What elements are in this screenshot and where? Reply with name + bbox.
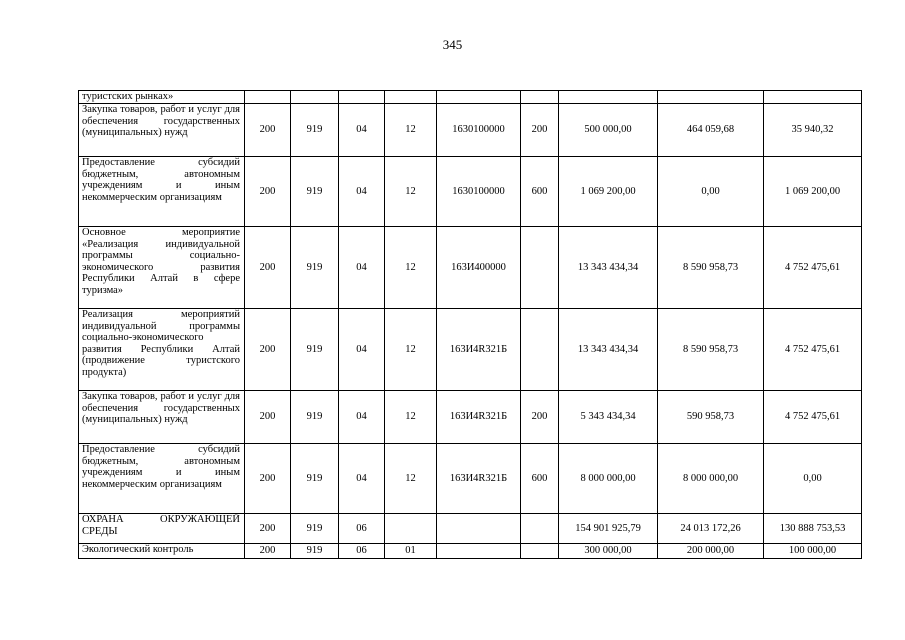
grbs-code-cell: 200 bbox=[245, 157, 291, 227]
section-code-cell: 04 bbox=[339, 227, 385, 309]
remaining-amount-cell: 100 000,00 bbox=[764, 544, 862, 559]
item-name-cell: Закупка товаров, работ и услуг для обеспечения государственных (муниципальных) нужд bbox=[79, 104, 245, 157]
budget-table bbox=[78, 90, 862, 559]
table-row bbox=[79, 227, 862, 309]
section-code-cell: 04 bbox=[339, 391, 385, 444]
item-name-cell: Реализация мероприятий индивидуальной программы социально-экономического развития Республики Алтай (продвижение туристского продукта) bbox=[79, 309, 245, 391]
table-row bbox=[79, 544, 862, 559]
executed-amount-cell: 24 013 172,26 bbox=[658, 514, 764, 544]
target-article-cell: 163И4R321Б bbox=[437, 391, 521, 444]
ministry-code-cell: 919 bbox=[291, 104, 339, 157]
expense-type-cell: 600 bbox=[521, 157, 559, 227]
target-article-cell: 163И4R321Б bbox=[437, 444, 521, 514]
executed-amount-cell: 200 000,00 bbox=[658, 544, 764, 559]
target-article-cell bbox=[437, 514, 521, 544]
expense-type-cell bbox=[521, 227, 559, 309]
remaining-amount-cell bbox=[764, 91, 862, 104]
ministry-code-cell: 919 bbox=[291, 514, 339, 544]
page-number: 345 bbox=[442, 37, 463, 52]
ministry-code-cell: 919 bbox=[291, 227, 339, 309]
grbs-code-cell: 200 bbox=[245, 104, 291, 157]
executed-amount-cell: 8 590 958,73 bbox=[658, 227, 764, 309]
expense-type-cell: 200 bbox=[521, 391, 559, 444]
ministry-code-cell: 919 bbox=[291, 444, 339, 514]
table-row bbox=[79, 309, 862, 391]
grbs-code-cell: 200 bbox=[245, 444, 291, 514]
expense-type-cell: 200 bbox=[521, 104, 559, 157]
item-name-cell: ОХРАНА ОКРУЖАЮЩЕЙ СРЕДЫ bbox=[79, 514, 245, 544]
planned-amount-cell: 300 000,00 bbox=[559, 544, 658, 559]
planned-amount-cell: 1 069 200,00 bbox=[559, 157, 658, 227]
section-code-cell: 06 bbox=[339, 544, 385, 559]
table-row bbox=[79, 391, 862, 444]
item-name-cell: Предоставление субсидий бюджетным, автономным учреждениям и иным некоммерческим организациям bbox=[79, 444, 245, 514]
grbs-code-cell: 200 bbox=[245, 544, 291, 559]
executed-amount-cell: 0,00 bbox=[658, 157, 764, 227]
target-article-cell: 163И400000 bbox=[437, 227, 521, 309]
item-name-cell: Экологический контроль bbox=[79, 544, 245, 559]
remaining-amount-cell: 35 940,32 bbox=[764, 104, 862, 157]
planned-amount-cell bbox=[559, 91, 658, 104]
item-name-cell: Предоставление субсидий бюджетным, автономным учреждениям и иным некоммерческим организациям bbox=[79, 157, 245, 227]
table-row bbox=[79, 91, 862, 104]
table-row bbox=[79, 444, 862, 514]
section-code-cell: 04 bbox=[339, 157, 385, 227]
grbs-code-cell bbox=[245, 91, 291, 104]
expense-type-cell bbox=[521, 309, 559, 391]
expense-type-cell bbox=[521, 514, 559, 544]
executed-amount-cell: 8 000 000,00 bbox=[658, 444, 764, 514]
ministry-code-cell: 919 bbox=[291, 157, 339, 227]
planned-amount-cell: 154 901 925,79 bbox=[559, 514, 658, 544]
section-code-cell: 04 bbox=[339, 444, 385, 514]
table-row bbox=[79, 514, 862, 544]
table-row bbox=[79, 157, 862, 227]
remaining-amount-cell: 130 888 753,53 bbox=[764, 514, 862, 544]
remaining-amount-cell: 4 752 475,61 bbox=[764, 391, 862, 444]
ministry-code-cell: 919 bbox=[291, 309, 339, 391]
target-article-cell bbox=[437, 91, 521, 104]
ministry-code-cell bbox=[291, 91, 339, 104]
expense-type-cell bbox=[521, 544, 559, 559]
planned-amount-cell: 13 343 434,34 bbox=[559, 309, 658, 391]
subsection-code-cell: 12 bbox=[385, 391, 437, 444]
grbs-code-cell: 200 bbox=[245, 309, 291, 391]
subsection-code-cell: 12 bbox=[385, 309, 437, 391]
remaining-amount-cell: 1 069 200,00 bbox=[764, 157, 862, 227]
item-name-cell: туристских рынках» bbox=[79, 91, 245, 104]
remaining-amount-cell: 4 752 475,61 bbox=[764, 227, 862, 309]
subsection-code-cell: 12 bbox=[385, 104, 437, 157]
item-name-cell: Основное мероприятие «Реализация индивидуальной программы социально-экономического развития Республики Алтай в сфере туризма» bbox=[79, 227, 245, 309]
subsection-code-cell: 01 bbox=[385, 544, 437, 559]
item-name-cell: Закупка товаров, работ и услуг для обеспечения государственных (муниципальных) нужд bbox=[79, 391, 245, 444]
subsection-code-cell: 12 bbox=[385, 444, 437, 514]
executed-amount-cell: 590 958,73 bbox=[658, 391, 764, 444]
grbs-code-cell: 200 bbox=[245, 391, 291, 444]
grbs-code-cell: 200 bbox=[245, 514, 291, 544]
expense-type-cell: 600 bbox=[521, 444, 559, 514]
planned-amount-cell: 13 343 434,34 bbox=[559, 227, 658, 309]
planned-amount-cell: 500 000,00 bbox=[559, 104, 658, 157]
target-article-cell: 1630100000 bbox=[437, 104, 521, 157]
grbs-code-cell: 200 bbox=[245, 227, 291, 309]
ministry-code-cell: 919 bbox=[291, 544, 339, 559]
planned-amount-cell: 5 343 434,34 bbox=[559, 391, 658, 444]
target-article-cell bbox=[437, 544, 521, 559]
target-article-cell: 163И4R321Б bbox=[437, 309, 521, 391]
subsection-code-cell: 12 bbox=[385, 227, 437, 309]
section-code-cell bbox=[339, 91, 385, 104]
section-code-cell: 04 bbox=[339, 309, 385, 391]
executed-amount-cell: 464 059,68 bbox=[658, 104, 764, 157]
ministry-code-cell: 919 bbox=[291, 391, 339, 444]
section-code-cell: 06 bbox=[339, 514, 385, 544]
subsection-code-cell: 12 bbox=[385, 157, 437, 227]
section-code-cell: 04 bbox=[339, 104, 385, 157]
subsection-code-cell bbox=[385, 91, 437, 104]
table-row bbox=[79, 104, 862, 157]
executed-amount-cell bbox=[658, 91, 764, 104]
remaining-amount-cell: 4 752 475,61 bbox=[764, 309, 862, 391]
executed-amount-cell: 8 590 958,73 bbox=[658, 309, 764, 391]
subsection-code-cell bbox=[385, 514, 437, 544]
target-article-cell: 1630100000 bbox=[437, 157, 521, 227]
planned-amount-cell: 8 000 000,00 bbox=[559, 444, 658, 514]
remaining-amount-cell: 0,00 bbox=[764, 444, 862, 514]
expense-type-cell bbox=[521, 91, 559, 104]
